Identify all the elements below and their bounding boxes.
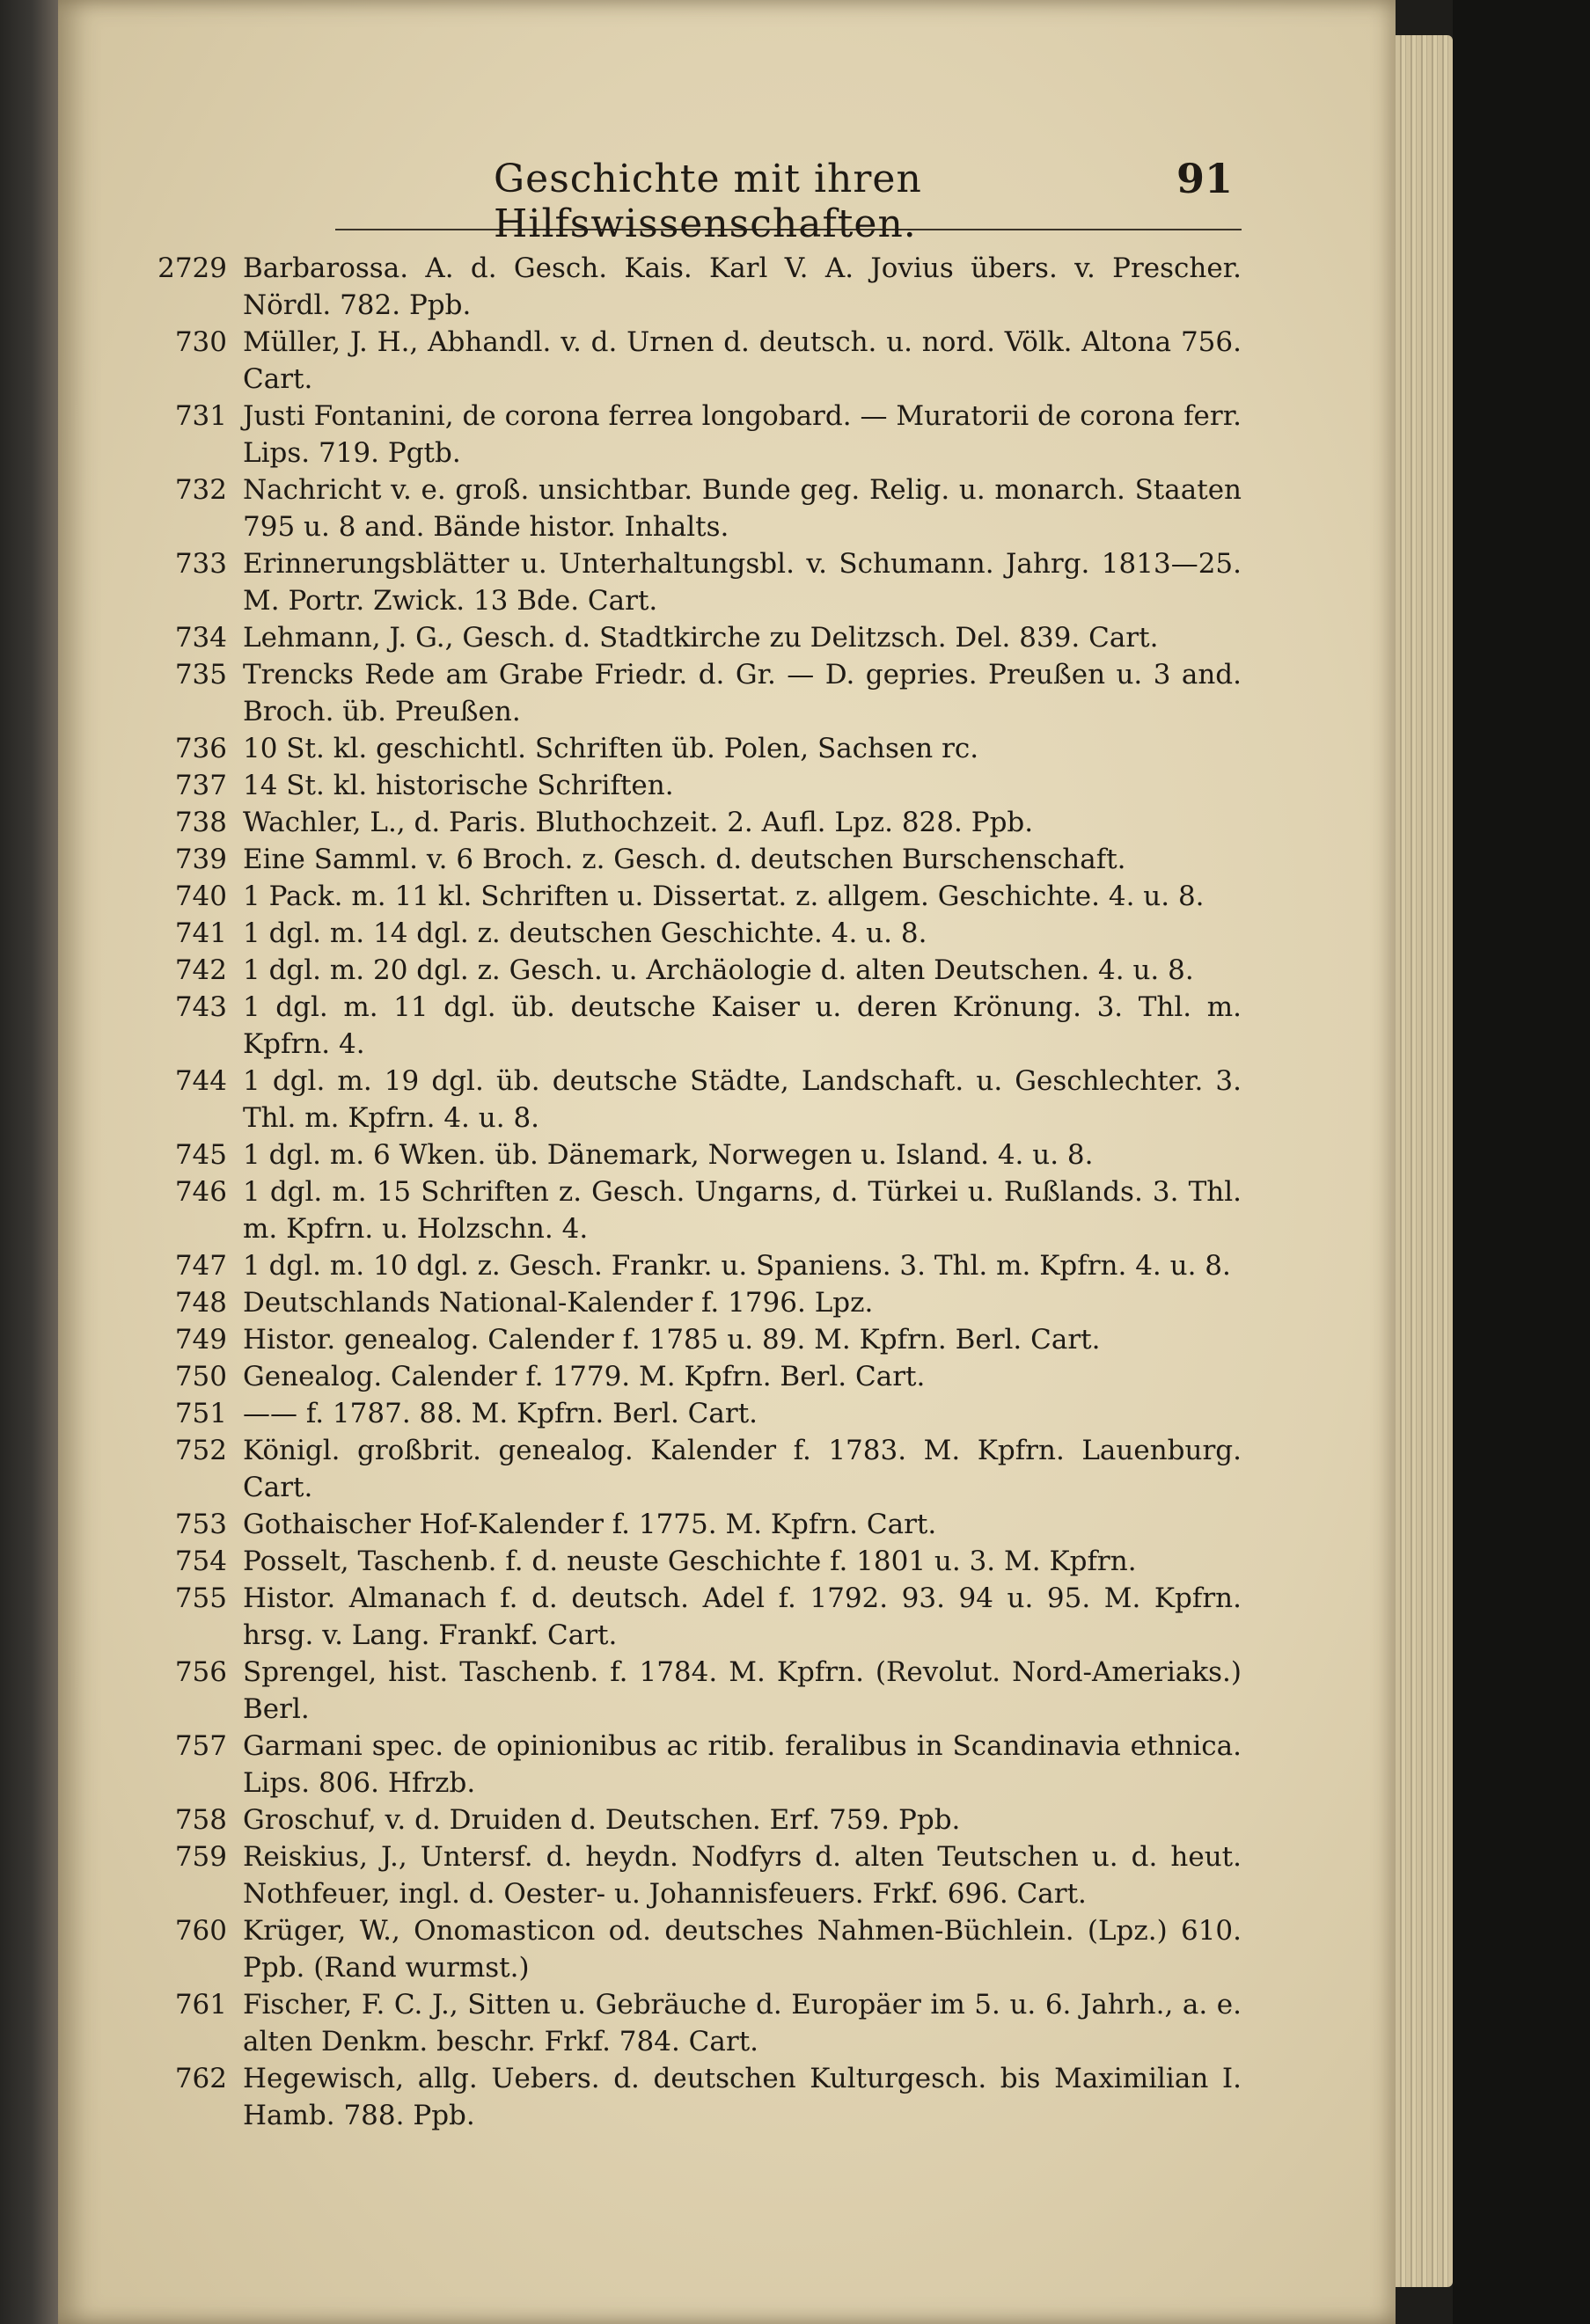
entry-number: 2729 [158, 252, 227, 284]
entry-number: 739 [174, 844, 227, 875]
entry-number: 734 [174, 622, 227, 654]
entry-number: 754 [174, 1546, 227, 1577]
catalog-entries [155, 250, 1242, 2134]
entry-text: —— f. 1787. 88. M. Kpfrn. Berl. Cart. [243, 1398, 758, 1429]
entry-text: Krüger, W., Onomasticon od. deutsches Nahmen-Büchlein. (Lpz.) 610. Ppb. (Rand wurmst.) [243, 1915, 1242, 1984]
entry-number: 743 [174, 991, 227, 1023]
entry-text: Nachricht v. e. groß. unsichtbar. Bunde geg. Relig. u. monarch. Staaten 795 u. 8 and. Bände histor. Inhalts. [243, 474, 1242, 543]
catalog-entry [155, 545, 1242, 619]
entry-number: 755 [174, 1582, 227, 1614]
entry-text: 1 Pack. m. 11 kl. Schriften u. Dissertat. z. allgem. Geschichte. 4. u. 8. [243, 881, 1205, 912]
entry-text: Müller, J. H., Abhandl. v. d. Urnen d. deutsch. u. nord. Völk. Altona 756. Cart. [243, 326, 1242, 395]
entry-number: 744 [174, 1065, 227, 1097]
entry-text: Königl. großbrit. genealog. Kalender f. 1783. M. Kpfrn. Lauenburg. Cart. [243, 1435, 1242, 1503]
entry-text: 1 dgl. m. 11 dgl. üb. deutsche Kaiser u. deren Krönung. 3. Thl. m. Kpfrn. 4. [243, 991, 1242, 1060]
catalog-entry [155, 1321, 1242, 1358]
entry-number: 759 [174, 1841, 227, 1873]
entry-number: 735 [174, 659, 227, 691]
entry-number: 745 [174, 1139, 227, 1171]
running-head-title: Geschichte mit ihren Hilfswissenschaften. [494, 157, 922, 246]
catalog-entry [155, 1580, 1242, 1654]
entry-text: Hegewisch, allg. Uebers. d. deutschen Kulturgesch. bis Maximilian I. Hamb. 788. Ppb. [243, 2063, 1242, 2131]
entry-text: Reiskius, J., Untersf. d. heydn. Nodfyrs d. alten Teutschen u. d. heut. Nothfeuer, ingl. d. Oester- u. Johannisfeuers. Frkf. 696. Cart. [243, 1841, 1242, 1910]
entry-text: Posselt, Taschenb. f. d. neuste Geschichte f. 1801 u. 3. M. Kpfrn. [243, 1546, 1137, 1577]
entry-text: Histor. genealog. Calender f. 1785 u. 89. M. Kpfrn. Berl. Cart. [243, 1324, 1101, 1356]
catalog-entry [155, 1432, 1242, 1506]
entry-text: 1 dgl. m. 10 dgl. z. Gesch. Frankr. u. Spaniens. 3. Thl. m. Kpfrn. 4. u. 8. [243, 1250, 1231, 1282]
entry-number: 730 [174, 326, 227, 358]
entry-number: 752 [174, 1435, 227, 1466]
entry-text: Wachler, L., d. Paris. Bluthochzeit. 2. Aufl. Lpz. 828. Ppb. [243, 807, 1034, 838]
catalog-entry [155, 989, 1242, 1063]
catalog-entry [155, 1838, 1242, 1912]
catalog-entry [155, 804, 1242, 841]
page-number: 91 [1176, 155, 1233, 202]
catalog-entry [155, 1543, 1242, 1580]
page-text [155, 150, 1242, 2134]
book-binding [0, 0, 58, 2324]
entry-text: Barbarossa. A. d. Gesch. Kais. Karl V. A. Jovius übers. v. Prescher. Nördl. 782. Ppb. [243, 252, 1242, 321]
entry-number: 741 [174, 917, 227, 949]
catalog-entry [155, 2060, 1242, 2134]
entry-text: Erinnerungsblätter u. Unterhaltungsbl. v. Schumann. Jahrg. 1813—25. M. Portr. Zwick. 13 Bde. Cart. [243, 548, 1242, 617]
entry-text: Justi Fontanini, de corona ferrea longobard. — Muratorii de corona ferr. Lips. 719. Pgtb. [243, 400, 1242, 469]
entry-text: 1 dgl. m. 20 dgl. z. Gesch. u. Archäologie d. alten Deutschen. 4. u. 8. [243, 954, 1194, 986]
catalog-entry [155, 952, 1242, 989]
catalog-entry [155, 767, 1242, 804]
catalog-entry [155, 1395, 1242, 1432]
catalog-entry [155, 1801, 1242, 1838]
entry-text: 14 St. kl. historische Schriften. [243, 770, 674, 801]
page-edges [1396, 35, 1453, 2287]
entry-text: Lehmann, J. G., Gesch. d. Stadtkirche zu Delitzsch. Del. 839. Cart. [243, 622, 1159, 654]
entry-number: 733 [174, 548, 227, 580]
entry-number: 747 [174, 1250, 227, 1282]
catalog-entry [155, 1986, 1242, 2060]
entry-text: Fischer, F. C. J., Sitten u. Gebräuche d. Europäer im 5. u. 6. Jahrh., a. e. alten Denkm. beschr. Frkf. 784. Cart. [243, 1989, 1242, 2057]
catalog-entry [155, 1506, 1242, 1543]
catalog-entry [155, 1136, 1242, 1173]
entry-text: Sprengel, hist. Taschenb. f. 1784. M. Kpfrn. (Revolut. Nord-Ameriaks.) Berl. [243, 1656, 1242, 1725]
entry-number: 756 [174, 1656, 227, 1688]
entry-number: 750 [174, 1361, 227, 1392]
entry-number: 731 [174, 400, 227, 432]
catalog-entry [155, 619, 1242, 656]
entry-number: 751 [174, 1398, 227, 1429]
entry-number: 761 [174, 1989, 227, 2021]
entry-number: 736 [174, 733, 227, 764]
catalog-entry [155, 1247, 1242, 1284]
catalog-entry [155, 324, 1242, 398]
catalog-entry [155, 878, 1242, 915]
entry-number: 748 [174, 1287, 227, 1319]
catalog-entry [155, 250, 1242, 324]
entry-number: 753 [174, 1509, 227, 1540]
entry-text: Groschuf, v. d. Druiden d. Deutschen. Erf. 759. Ppb. [243, 1804, 961, 1836]
catalog-entry [155, 841, 1242, 878]
catalog-entry [155, 1358, 1242, 1395]
entry-number: 738 [174, 807, 227, 838]
entry-number: 762 [174, 2063, 227, 2094]
entry-number: 758 [174, 1804, 227, 1836]
catalog-entry [155, 1912, 1242, 1986]
entry-text: Garmani spec. de opinionibus ac ritib. feralibus in Scandinavia ethnica. Lips. 806. Hfrzb. [243, 1730, 1242, 1799]
catalog-entry [155, 1063, 1242, 1136]
entry-text: Deutschlands National-Kalender f. 1796. Lpz. [243, 1287, 874, 1319]
entry-number: 737 [174, 770, 227, 801]
entry-text: 1 dgl. m. 19 dgl. üb. deutsche Städte, Landschaft. u. Geschlechter. 3. Thl. m. Kpfrn. 4. u. 8. [243, 1065, 1242, 1134]
entry-text: Gothaischer Hof-Kalender f. 1775. M. Kpfrn. Cart. [243, 1509, 937, 1540]
entry-text: Histor. Almanach f. d. deutsch. Adel f. 1792. 93. 94 u. 95. M. Kpfrn. hrsg. v. Lang. Frankf. Cart. [243, 1582, 1242, 1651]
entry-text: 1 dgl. m. 15 Schriften z. Gesch. Ungarns, d. Türkei u. Rußlands. 3. Thl. m. Kpfrn. u. Holzschn. 4. [243, 1176, 1242, 1245]
entry-text: 1 dgl. m. 6 Wken. üb. Dänemark, Norwegen u. Island. 4. u. 8. [243, 1139, 1094, 1171]
catalog-entry [155, 1654, 1242, 1728]
entry-text: 10 St. kl. geschichtl. Schriften üb. Polen, Sachsen rc. [243, 733, 979, 764]
entry-text: 1 dgl. m. 14 dgl. z. deutschen Geschichte. 4. u. 8. [243, 917, 927, 949]
entry-number: 757 [174, 1730, 227, 1762]
catalog-entry [155, 730, 1242, 767]
catalog-entry [155, 1284, 1242, 1321]
catalog-entry [155, 1728, 1242, 1801]
catalog-entry [155, 915, 1242, 952]
entry-number: 740 [174, 881, 227, 912]
catalog-entry [155, 471, 1242, 545]
catalog-entry [155, 398, 1242, 471]
entry-number: 732 [174, 474, 227, 506]
entry-number: 760 [174, 1915, 227, 1947]
catalog-entry [155, 656, 1242, 730]
entry-text: Trencks Rede am Grabe Friedr. d. Gr. — D. gepries. Preußen u. 3 and. Broch. üb. Preußen. [243, 659, 1242, 727]
entry-text: Eine Samml. v. 6 Broch. z. Gesch. d. deutschen Burschenschaft. [243, 844, 1126, 875]
entry-number: 742 [174, 954, 227, 986]
background-right [1453, 0, 1590, 2324]
catalog-entry [155, 1173, 1242, 1247]
entry-number: 749 [174, 1324, 227, 1356]
entry-text: Genealog. Calender f. 1779. M. Kpfrn. Berl. Cart. [243, 1361, 926, 1392]
entry-number: 746 [174, 1176, 227, 1208]
running-head [335, 150, 1242, 246]
